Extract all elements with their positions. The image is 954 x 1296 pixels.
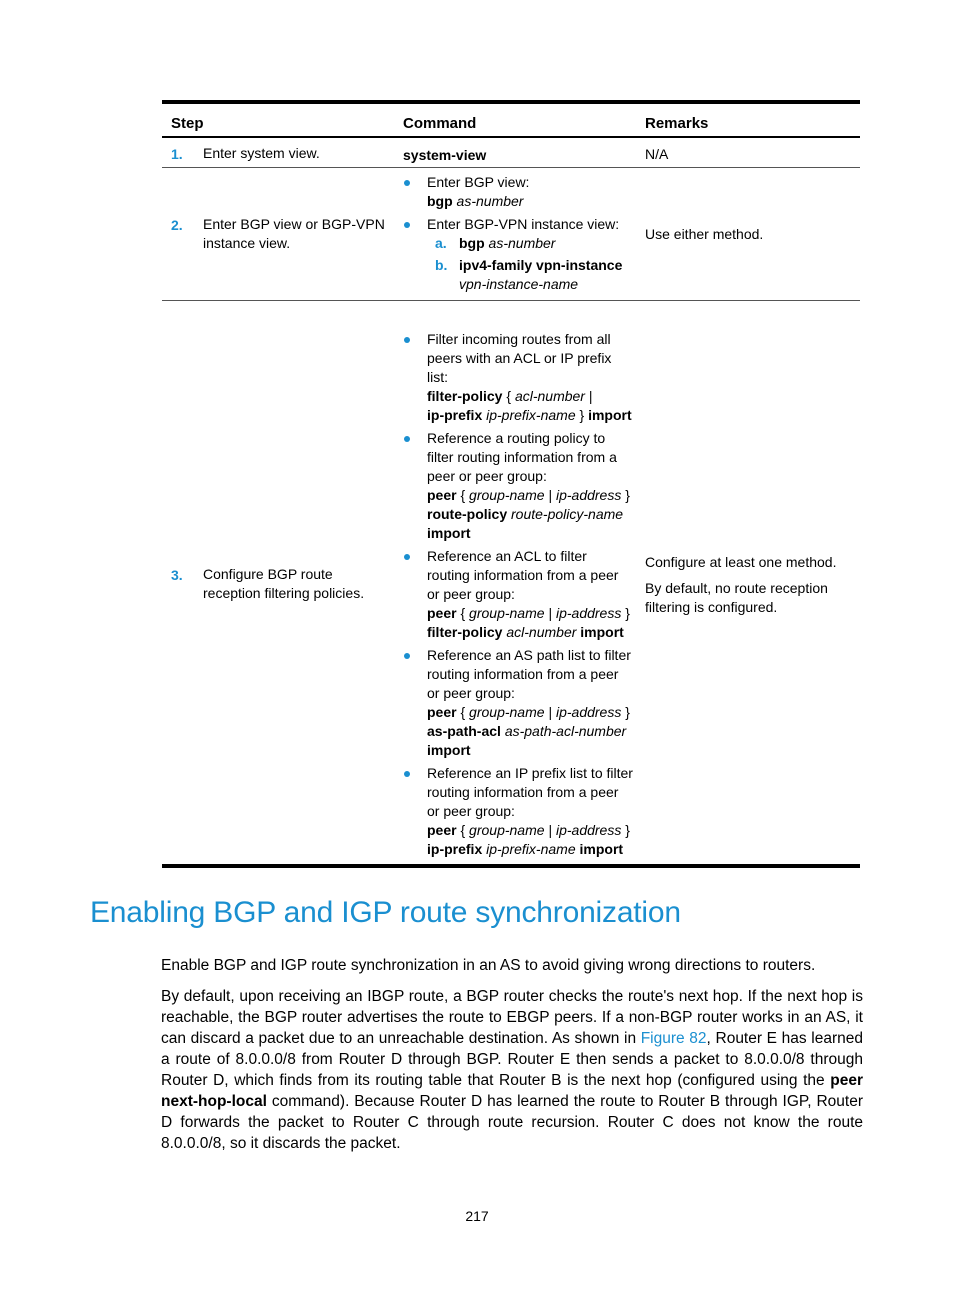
table-row [162,138,860,168]
list-item: Reference an ACL to filter routing information from a peer or peer group: peer { group-name | ip-address } filter-policy acl-number import [402,547,638,642]
list-item: Reference a routing policy to filter routing information from a peer or peer group: peer { group-name | ip-address } route-policy route-policy-name import [402,429,638,543]
step-number: 3. [171,567,183,583]
bullet-icon [404,180,410,186]
table-row [162,168,860,301]
list-item: Enter BGP view: bgp as-number [402,173,638,211]
command-list [402,173,638,298]
bullet-icon [404,436,410,442]
list-item: Reference an AS path list to filter routing information from a peer or peer group: peer { group-name | ip-address } as-path-acl as-path-acl-number import [402,646,638,760]
command-table [162,100,860,861]
bullet-icon [404,222,410,228]
command-text: system-view [403,147,487,163]
bullet-icon [404,771,410,777]
section-title: Enabling BGP and IGP route synchronization [90,896,681,929]
header-step: Step [171,115,204,132]
sub-item: b. ipv4-family vpn-instance vpn-instance-name [435,257,623,292]
intro-paragraph: Enable BGP and IGP route synchronization in an AS to avoid giving wrong directions to routers. [161,957,816,974]
list-item: Filter incoming routes from all peers with an ACL or IP prefix list: filter-policy { acl-number | ip-prefix ip-prefix-name } import [402,330,638,425]
step-text: Enter system view. [203,145,320,161]
command-keyword: peer next-hop-local [161,1072,863,1110]
table-bottom-rule [162,864,860,868]
remarks-text: Configure at least one method. By default, no route reception filtering is configured. [645,554,837,615]
step-number: 1. [171,146,183,162]
table-header [162,104,860,138]
header-remarks: Remarks [645,115,709,132]
remarks-text: N/A [645,146,669,162]
sub-item: a. bgp as-number [435,235,556,251]
step-text: Enter BGP view or BGP-VPN instance view. [203,216,385,251]
step-text: Configure BGP route reception filtering policies. [203,566,365,601]
header-command: Command [403,115,477,132]
page-number: 217 [465,1208,489,1224]
bullet-icon [404,337,410,343]
list-item: Reference an IP prefix list to filter routing information from a peer or peer group: peer { group-name | ip-address } ip-prefix ip-prefix-name import [402,764,638,859]
bullet-icon [404,653,410,659]
list-item: Enter BGP-VPN instance view: a. bgp as-number b. ipv4-family vpn-instance vpn-instance-name [402,215,638,294]
step-number: 2. [171,217,183,233]
command-list [402,330,638,863]
figure-link[interactable]: Figure 82 [640,1030,707,1047]
bullet-icon [404,554,410,560]
remarks-text: Use either method. [645,226,764,242]
table-row [162,301,860,861]
body-paragraph: By default, upon receiving an IBGP route, a BGP router checks the route's next hop. If the next hop is reachable, the BGP router advertises the route to EBGP peers. If a non-BGP router works in an AS, it can discard a packet due to an unreachable destination. As shown in Figure 82, Router E has learned a route of 8.0.0.0/8 from Router D through BGP. Router E then sends a packet to 8.0.0.0/8 through Router D, which finds from its routing table that Router B is the next hop (configured using the peer next-hop-local command). Because Router D has learned the route to Router B through IGP, Router D forwards the packet to Router C through route recursion. Router C does not know the route 8.0.0.0/8, so it discards the packet. [161,988,863,1152]
